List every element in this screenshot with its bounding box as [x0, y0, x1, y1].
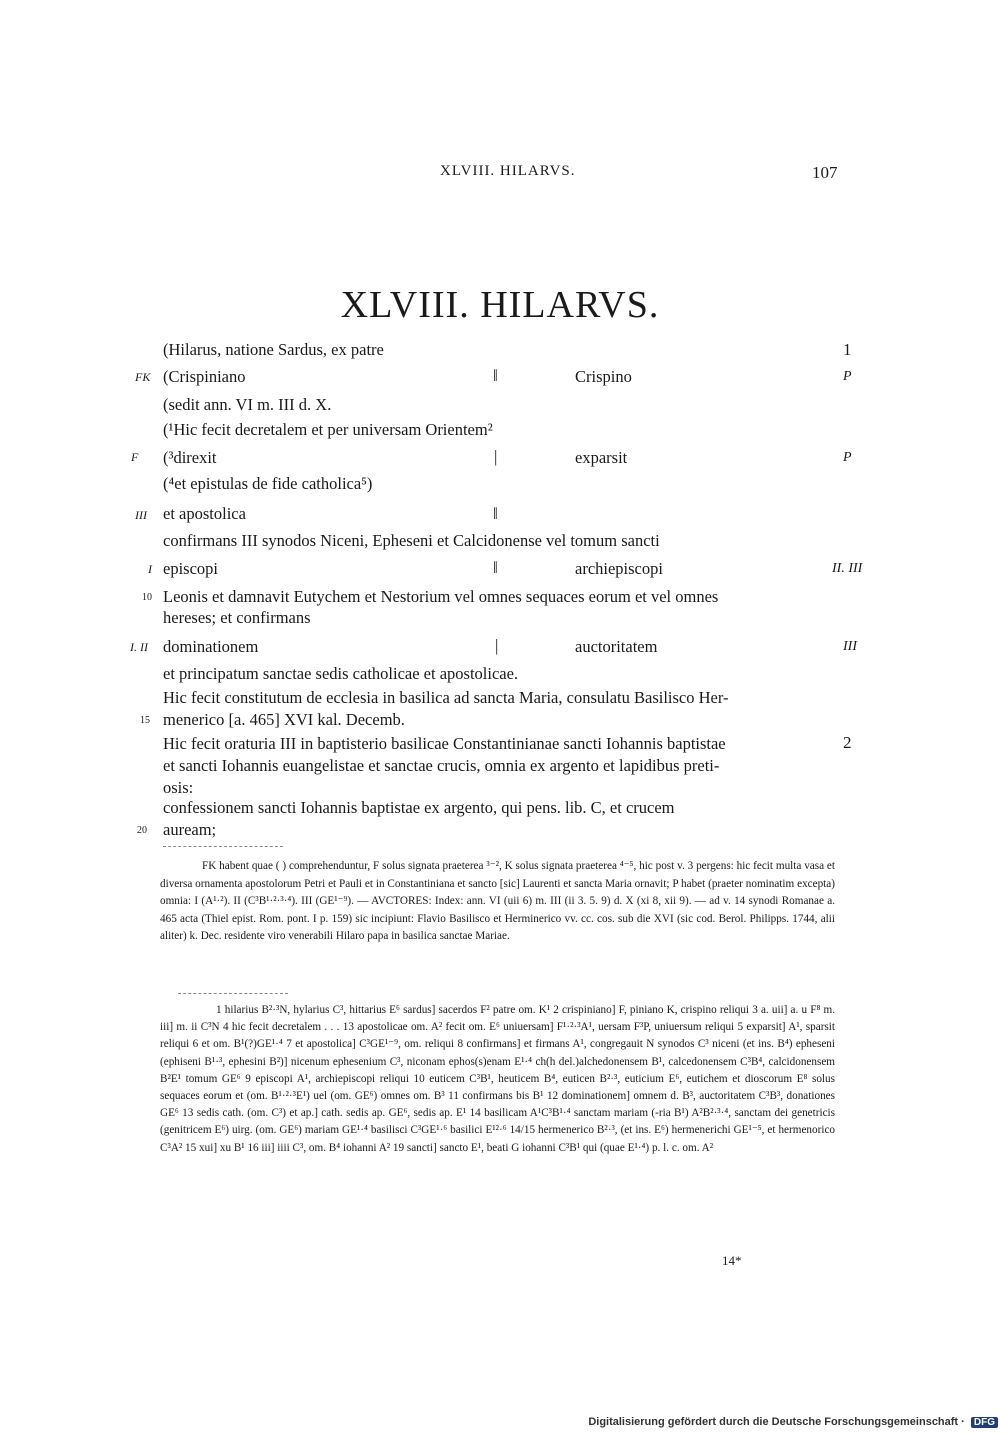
- margin-sigla: F: [131, 450, 139, 464]
- margin-sigla: FK: [135, 370, 151, 384]
- text-line: (¹Hic fecit decretalem et per universam Orientem²: [163, 420, 493, 439]
- text-line: osis:: [163, 778, 194, 797]
- variant-divider: |: [494, 447, 498, 466]
- variant-sigla: P: [843, 369, 852, 384]
- chapter-title: XLVIII. HILARVS.: [340, 284, 660, 326]
- text-line: et apostolica: [163, 504, 246, 523]
- variant-sigla: II. III: [832, 561, 863, 576]
- text-line: (sedit ann. VI m. III d. X.: [163, 395, 332, 414]
- text-line: (Hilarus, natione Sardus, ex patre: [163, 340, 384, 359]
- variant-divider: ‖: [493, 558, 498, 577]
- text-line: Hic fecit oraturia III in baptisterio basilicae Constantinianae sancti Iohannis baptistae: [163, 734, 726, 753]
- line-number: 15: [140, 715, 150, 726]
- variant-sigla: III: [843, 639, 857, 654]
- text-line: Hic fecit constitutum de ecclesia in basilica ad sancta Maria, consulatu Basilisco Her-: [163, 688, 729, 707]
- separator-line: [163, 846, 283, 847]
- text-line: episcopi: [163, 559, 218, 578]
- variant-divider: |: [495, 636, 499, 655]
- dfg-logo: DFG: [971, 1417, 998, 1428]
- variant-reading: exparsit: [575, 448, 628, 467]
- running-title: XLVIII. HILARVS.: [440, 163, 576, 179]
- variant-divider: ‖: [493, 366, 498, 385]
- text-line: (³direxit: [163, 448, 217, 467]
- margin-sigla: I. II: [130, 640, 148, 654]
- line-number: 20: [137, 825, 147, 836]
- variant-reading: Crispino: [575, 367, 632, 386]
- variant-reading: archiepiscopi: [575, 559, 663, 578]
- page-number: 107: [812, 163, 838, 182]
- sheet-signature: 14*: [722, 1253, 742, 1268]
- section-number: 2: [843, 733, 852, 752]
- variant-reading: auctoritatem: [575, 637, 658, 656]
- section-number: 1: [843, 340, 852, 359]
- text-line: (⁴et epistulas de fide catholica⁵): [163, 474, 373, 493]
- text-line: confessionem sancti Iohannis baptistae ex argento, qui pens. lib. C, et crucem: [163, 798, 675, 817]
- text-line: confirmans III synodos Niceni, Epheseni et Calcidonense vel tomum sancti: [163, 531, 660, 550]
- digitization-credit: Digitalisierung gefördert durch die Deutsche Forschungsgemeinschaft · DFG: [588, 1416, 998, 1428]
- text-line: dominationem: [163, 637, 259, 656]
- text-line: menerico [a. 465] XVI kal. Decemb.: [163, 710, 405, 729]
- text-line: auream;: [163, 820, 217, 839]
- variant-divider: ‖: [493, 504, 498, 523]
- margin-sigla: III: [135, 508, 147, 522]
- apparatus-criticus: 1 hilarius B²·³N, hylarius C³, hittarius E⁶ sardus] sacerdos F² patre om. K¹ 2 crispiniano] F, piniano K, crispino reliqui 3 a. uii] a. u F⁸ m. iii] m. ii C³N 4 hic fecit decretalem . . . 13 apostolicae om. A² fecit om. E⁶ uniuersam] F¹·²·³A¹, uersam F³P, uniuersum reliqui 5 exparsit] A¹, sparsit reliqui 6 et om. B¹(?)GE¹·⁴ 7 et apostolica] C³GE¹⁻⁹, om. reliqui 8 confirmans] et firmans A¹, congregauit N synodos C³ niceni (et ins. B⁴) epheseni (ephiseni B¹·³, ephesini B²)] nicenum ephesenium C³, niconam ephos(s)enam E¹·⁴ ch(h del.)alchedonensem B¹, calcedonensem C³B⁴, calcidonensem B²E¹ tomum GE⁶ 9 episcopi A¹, archiepiscopi reliqui 10 euticem C³B¹, heuticem B⁴, euticen B²·³, euticium E⁶, eutichem et dioscorum E⁸ solus sequaces eorum et (om. B¹·²·³E¹) uel (om. GE⁶) omnes om. B³ 11 confirmans bis B¹ 12 dominationem] omnem d. B³, auctoritatem C³B³, donationes GE⁶ 13 sedis cath. (om. C³) et ap.] cath. sedis ap. GE⁶, sedis ap. E¹ 14 basilicam A¹C³B¹·⁴ sanctam mariam (-ria B¹) A²B²·³·⁴, sanctam dei genetricis (genitricem E⁶) uirg. (om. GE⁶) mariam GE¹·⁴ basilisci C³GE¹·⁶ basilici E¹²·⁶ 14/15 hermenerico B²·³, (et ins. E⁶) hermenerichi GE¹⁻⁵, et hermenorico C³A² 15 xui] xu B¹ 16 iii] iiii C³, om. B⁴ iohanni A² 19 sancti] sancto E¹, beati G iohanni C³B¹ qui (quae E¹·⁴) p. l. c. om. A²: [160, 1004, 835, 1154]
- credit-text: Digitalisierung gefördert durch die Deutsche Forschungsgemeinschaft: [588, 1416, 959, 1428]
- text-line: Leonis et damnavit Eutychem et Nestorium vel omnes sequaces eorum et vel omnes: [163, 587, 719, 606]
- separator-line: [178, 993, 288, 994]
- variant-sigla: P: [843, 450, 852, 465]
- text-line: et sancti Iohannis euangelistae et sanctae crucis, omnia ex argento et lapidibus preti-: [163, 756, 720, 775]
- text-line: (Crispiniano: [163, 367, 246, 386]
- text-line: hereses; et confirmans: [163, 608, 311, 627]
- text-line: et principatum sanctae sedis catholicae et apostolicae.: [163, 664, 519, 683]
- footnote-sources: FK habent quae ( ) comprehenduntur, F solus signata praeterea ³⁻², K solus signata praeterea ⁴⁻⁵, hic post v. 3 pergens: hic fecit multa vasa et diversa ornamenta apostolorum Petri et Pauli et in Constantiniana et sancto [sic] Laurenti et sancta Maria ornavit; P habet (praeter nominatim excepta) omnia: I (A¹·²). II (C³B¹·²·³·⁴). III (GE¹⁻⁹). — AVCTORES: Index: ann. VI (uii 6) m. III (ii 3. 5. 9) d. X (xi 8, xii 9). — ad v. 14 synodi Romanae a. 465 acta (Thiel epist. Rom. pont. I p. 159) sic incipiunt: Flavio Basilisco et Herminerico vv. cc. cos. sub die XVI (sic cod. Berol. Philipps. 1744, alii aliter) k. Dec. residente viro venerabili Hilaro papa in basilica sanctae Mariae.: [160, 860, 835, 942]
- line-number: 10: [142, 592, 152, 603]
- margin-sigla: I: [148, 562, 152, 576]
